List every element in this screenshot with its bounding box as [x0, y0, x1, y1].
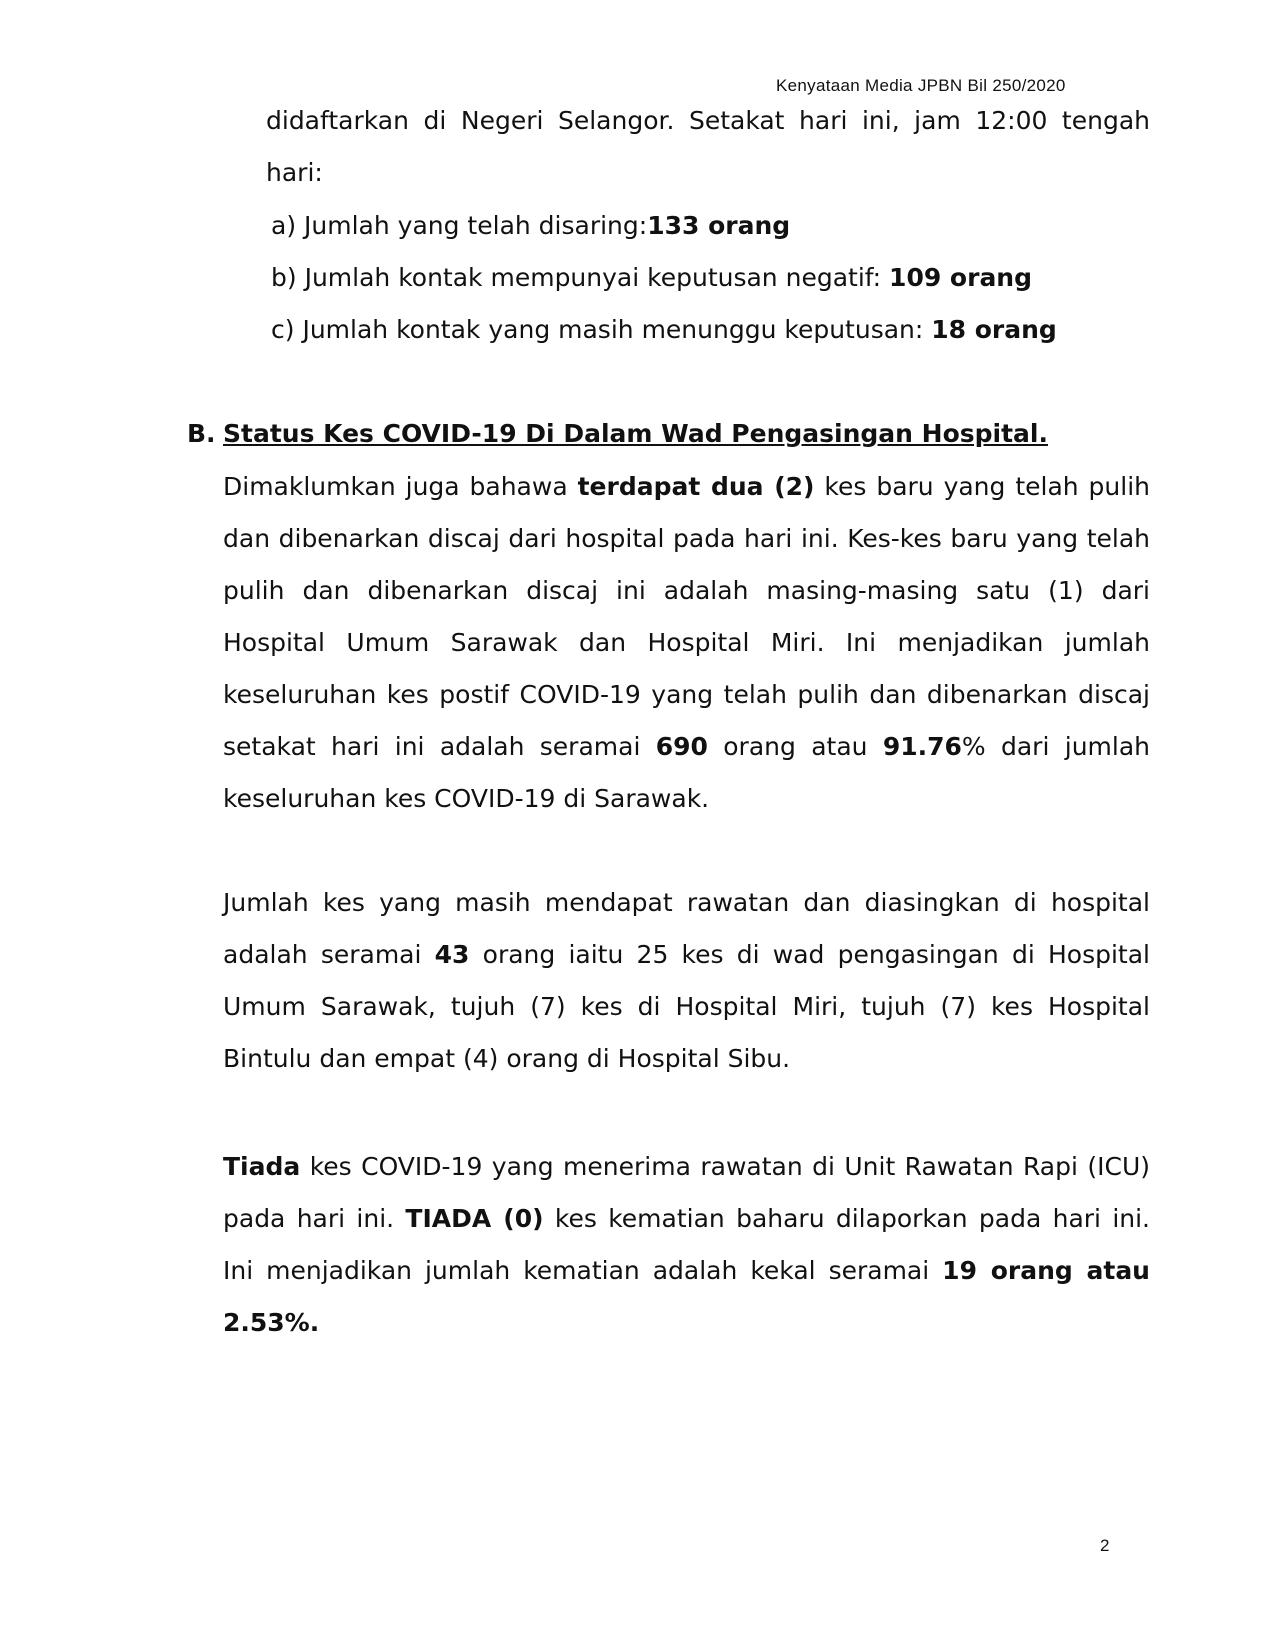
bold-run: 19 orang atau 2.53%. [223, 1256, 1150, 1337]
icu-death-paragraph [223, 1141, 1150, 1349]
list-item-b [271, 252, 1032, 304]
text-run: orang atau [707, 732, 883, 761]
list-label: c) [271, 315, 295, 344]
list-item-c [271, 304, 1057, 356]
list-label: b) [271, 263, 297, 292]
bold-run: terdapat dua (2) [577, 472, 815, 501]
list-value: 18 orang [931, 315, 1057, 344]
document-header: Kenyataan Media JPBN Bil 250/2020 [776, 76, 1066, 95]
list-value: 133 orang [647, 211, 791, 240]
bold-run: 91.76 [882, 732, 962, 761]
bold-run: Tiada [223, 1152, 301, 1181]
list-item-a [271, 200, 790, 252]
section-b-title: Status Kes COVID-19 Di Dalam Wad Pengasingan Hospital. [223, 419, 1048, 448]
list-label: a) [271, 211, 297, 240]
text-run: orang iaitu 25 kes di wad pengasingan di Hospital Umum Sarawak, tujuh (7) kes di Hospital Miri, tujuh (7) kes Hospital Bintulu dan empat (4) orang di Hospital Sibu. [223, 940, 1150, 1073]
text-run: kes COVID-19 yang menerima rawatan di Unit Rawatan Rapi (ICU) pada hari ini. [223, 1152, 1150, 1233]
list-text: Jumlah yang telah disaring: [304, 211, 648, 240]
text-run: Jumlah kes yang masih mendapat rawatan dan diasingkan di hospital adalah seramai [223, 888, 1150, 969]
text-run: kes baru yang telah pulih dan dibenarkan discaj dari hospital pada hari ini. Kes-kes baru yang telah pulih dan dibenarkan discaj ini adalah masing-masing satu (1) dari Hospital Umum Sarawak dan Hospital Miri. Ini menjadikan jumlah keseluruhan kes postif COVID-19 yang telah pulih dan dibenarkan discaj setakat hari ini adalah seramai [223, 472, 1150, 761]
bold-run: 43 [434, 940, 470, 969]
text-run: % dari jumlah keseluruhan kes COVID-19 di Sarawak. [223, 732, 1150, 813]
list-text: Jumlah kontak mempunyai keputusan negatif: [304, 263, 890, 292]
list-value: 109 orang [889, 263, 1033, 292]
treatment-paragraph [223, 877, 1150, 1085]
page-number: 2 [1100, 1536, 1110, 1555]
text-run: Dimaklumkan juga bahawa [223, 472, 578, 501]
section-b-label: B. [187, 419, 216, 448]
list-text: Jumlah kontak yang masih menunggu keputusan: [302, 315, 932, 344]
bold-run: 690 [655, 732, 708, 761]
text-run: kes kematian baharu dilaporkan pada hari ini. Ini menjadikan jumlah kematian adalah kekal seramai [223, 1204, 1151, 1285]
intro-paragraph: didaftarkan di Negeri Selangor. Setakat hari ini, jam 12:00 tengah hari: [266, 106, 1150, 187]
recovery-paragraph [223, 461, 1150, 825]
bold-run: TIADA (0) [405, 1204, 544, 1233]
